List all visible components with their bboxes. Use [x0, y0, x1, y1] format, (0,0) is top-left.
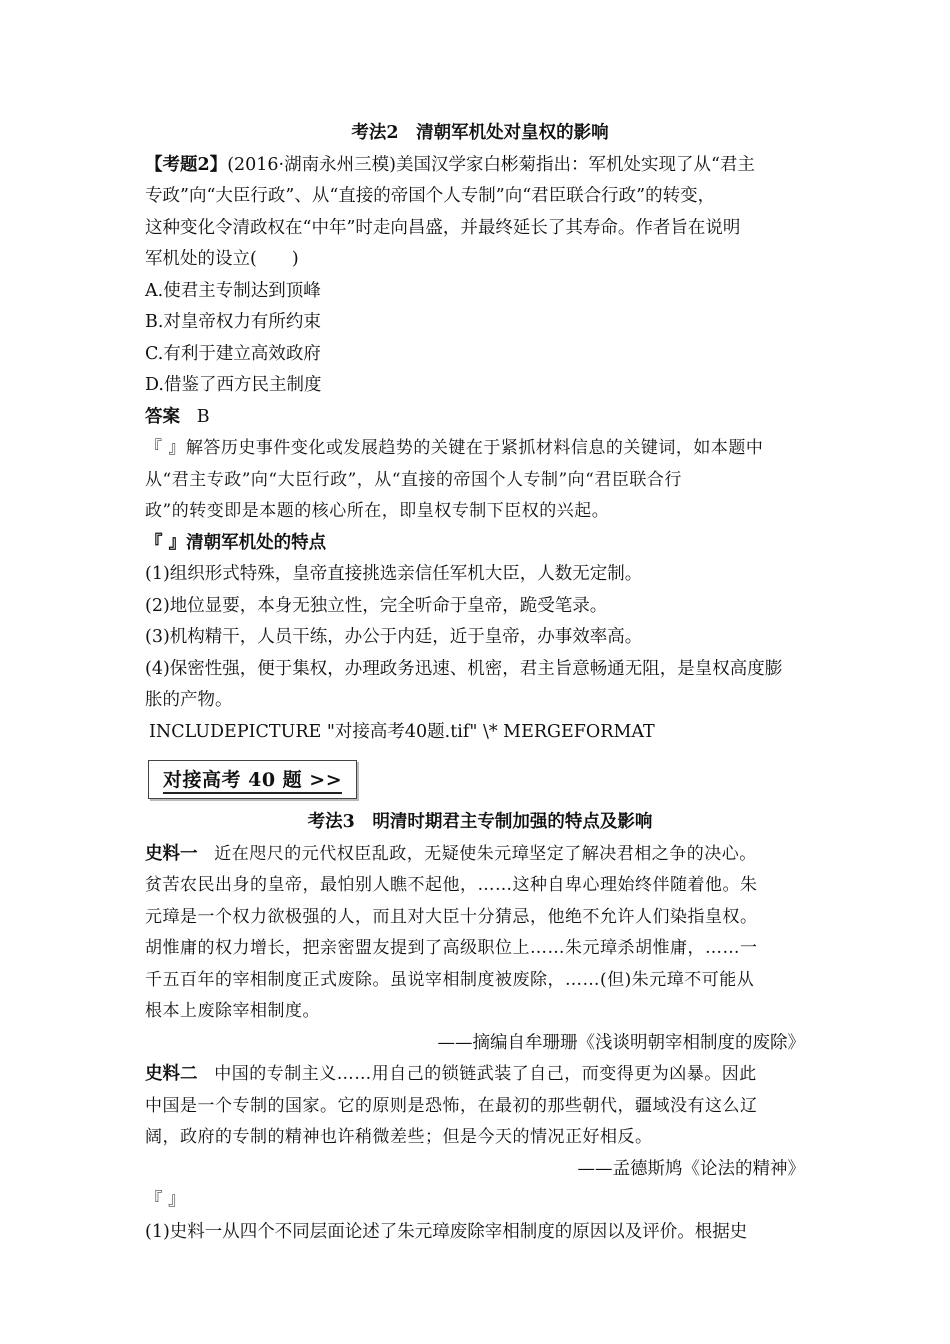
- source1-citation: ——摘编自牟珊珊《浅谈明朝宰相制度的废除》: [437, 1032, 805, 1053]
- source1-line-2: 贫苦农民出身的皇帝，最怕别人瞧不起他，……这种自卑心理始终伴随着他。朱: [145, 875, 758, 895]
- source1-line-3: 元璋是一个权力欲极强的人，而且对大臣十分猜忌，他绝不允许人们染指皇权。: [145, 906, 758, 927]
- feature-2: (2)地位显要，本身无独立性，完全听命于皇帝，跪受笔录。: [145, 595, 608, 616]
- question-tag: 【考题2】: [145, 154, 228, 175]
- feature-1: (1)组织形式特殊，皇帝直接挑选亲信任军机大臣，人数无定制。: [145, 564, 643, 584]
- document-page: [145, 118, 815, 1248]
- source2-citation: ——孟德斯鸠《论法的精神》: [577, 1158, 805, 1179]
- include-field-code: INCLUDEPICTURE "对接高考40题.tif" \* MERGEFORMAT: [149, 721, 655, 742]
- source2-line-3: 阔，政府的专制的精神也许稍微差些；但是今天的情况正好相反。: [145, 1127, 653, 1147]
- source1-line-4: 胡惟庸的权力增长，把亲密盟友提到了高级职位上……朱元璋杀胡惟庸，……一: [145, 938, 758, 958]
- question-source: (2016·湖南永州三模): [227, 154, 396, 175]
- banner-text: 对接高考 40 题 >>: [163, 769, 342, 794]
- question-line-2: 专政”向“大臣行政”、从“直接的帝国个人专制”向“君臣联合行政”的转变，: [145, 186, 716, 206]
- source2-text-1: 中国的专制主义……用自己的锁链武装了自己，而变得更为凶暴。因此: [214, 1064, 757, 1084]
- source1-text-1: 近在咫尺的元代权臣乱政，无疑使朱元璋坚定了解决君相之争的决心。: [214, 843, 757, 864]
- option-a: A.使君主专制达到顶峰: [145, 280, 321, 301]
- answer-line: [145, 402, 815, 434]
- source1-label: 史料一: [145, 843, 198, 864]
- option-d: D.借鉴了西方民主制度: [145, 375, 322, 395]
- feature-4-cont: 胀的产物。: [145, 690, 233, 710]
- analysis-bracket: 『 』: [145, 1190, 186, 1210]
- analysis-line-1: 『 』解答历史事件变化或发展趋势的关键在于紧抓材料信息的关键词，如本题中: [145, 438, 764, 458]
- source1-line-6: 根本上废除宰相制度。: [145, 1001, 320, 1021]
- section3-title: 考法3 明清时期君主专制加强的特点及影响: [307, 812, 653, 832]
- feature-3: (3)机构精干，人员干练，办公于内廷，近于皇帝，办事效率高。: [145, 627, 643, 647]
- source1-line-1: [145, 839, 815, 871]
- question-line-3: 这种变化令清政权在“中年”时走向昌盛，并最终延长了其寿命。作者旨在说明: [145, 217, 741, 238]
- section2-title: 考法2 清朝军机处对皇权的影响: [351, 123, 609, 143]
- question-line-1: [145, 150, 815, 182]
- banner-image: [148, 760, 357, 799]
- source2-line-2: 中国是一个专制的国家。它的原则是恐怖，在最初的那些朝代，疆域没有这么辽: [145, 1095, 758, 1116]
- feature-4: (4)保密性强，便于集权，办理政务迅速、机密，君主旨意畅通无阻，是皇权高度膨: [145, 658, 783, 679]
- answer-value: B: [196, 406, 210, 427]
- question-line-4: 军机处的设立( ): [145, 249, 299, 269]
- question-1-line: (1)史料一从四个不同层面论述了朱元璋废除宰相制度的原因以及评价。根据史: [145, 1221, 748, 1242]
- feature-title: 『 』清朝军机处的特点: [145, 532, 327, 553]
- source2-line-1: [145, 1059, 815, 1091]
- option-b: B.对皇帝权力有所约束: [145, 312, 321, 332]
- source2-label: 史料二: [145, 1064, 198, 1084]
- question-text-1: 美国汉学家白彬菊指出：军机处实现了从“君主: [395, 154, 755, 175]
- answer-label: 答案: [145, 406, 180, 427]
- analysis-line-3: 政”的转变即是本题的核心所在，即皇权专制下臣权的兴起。: [145, 501, 610, 521]
- source1-line-5: 千五百年的宰相制度正式废除。虽说宰相制度被废除，……(但)朱元璋不可能从: [145, 969, 755, 990]
- option-c: C.有利于建立高效政府: [145, 343, 321, 364]
- analysis-line-2: 从“君主专政”向“大臣行政”，从“直接的帝国个人专制”向“君臣联合行: [145, 469, 682, 490]
